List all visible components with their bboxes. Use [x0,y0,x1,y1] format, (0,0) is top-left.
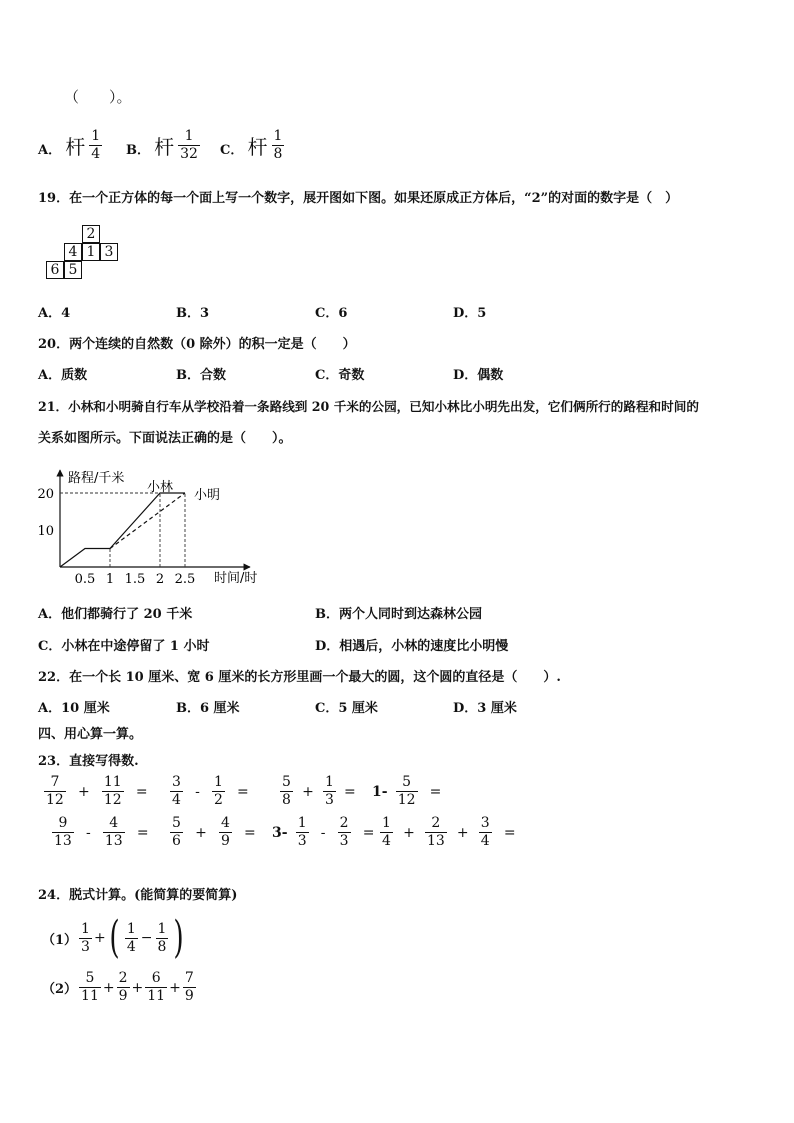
q21-option-b[interactable]: B．两个人同时到达森林公园 [315,607,482,622]
q18-option-c[interactable]: C． 杆 $\frac{1}{8}$ [220,128,283,162]
series-label-xiaoming: 小明 [194,488,221,503]
q20-text: 20．两个连续的自然数（0 除外）的积一定是（ ） [38,337,356,352]
q19-option-c[interactable]: C．6 [315,306,348,321]
q20-option-b[interactable]: B．合数 [176,368,226,383]
q21-text-line1: 21．小林和小明骑自行车从学校沿着一条路线到 20 千米的公园，已知小林比小明先出发，它们俩所行的路程和时间的 [38,399,699,414]
calc-item: $\frac{7}{12}$ + $\frac{11}{12}$ = [46,774,148,808]
q19-text: 19．在一个正方体的每一个面上写一个数字，展开图如下图。如果还原成正方体后，“2”的对面的数字是（ ） [38,191,679,206]
series-line-0 [60,493,185,567]
series-label-xiaolin: 小林 [147,480,174,495]
q21-text-line2: 关系如图所示。下面说法正确的是（ ）。 [38,431,292,446]
q24-text: 24．脱式计算。(能简算的要简算) [38,888,238,903]
calc-item: $\frac{9}{13}$ - $\frac{4}{13}$ = [54,815,149,849]
x-tick-label: 1.5 [124,572,146,587]
q19-option-b[interactable]: B．3 [176,306,210,321]
x-axis-label: 时间/时 [214,571,258,586]
q21-option-d[interactable]: D．相遇后，小林的速度比小明慢 [315,639,509,654]
net-cell: 4 [64,243,82,261]
q20-option-c[interactable]: C．奇数 [315,368,365,383]
q18-option-a[interactable]: A． 杆 $\frac{1}{4}$ [38,128,101,162]
q22-option-c[interactable]: C．5 厘米 [315,701,378,716]
q24-problem-1: （1） $\frac{1}{3}$ + ( $\frac{1}{4}$ − $\frac{1}{8}$ ) [42,912,185,963]
y-axis-label: 路程/千米 [68,471,125,486]
q21-option-a[interactable]: A．他们都骑行了 20 千米 [38,607,193,622]
q22-text: 22．在一个长 10 厘米、宽 6 厘米的长方形里画一个最大的圆，这个圆的直径是（ ）. [38,670,561,685]
calc-item: $\frac{1}{4}$ + $\frac{2}{13}$ + $\frac{3}{4}$ = [382,815,516,849]
distance-time-chart [30,462,270,592]
x-tick-label: 0.5 [74,572,96,587]
series-line-1 [110,493,185,549]
q19-option-d[interactable]: D．5 [453,306,487,321]
q22-option-a[interactable]: A．10 厘米 [38,701,110,716]
q20-option-d[interactable]: D．偶数 [453,368,504,383]
calc-item: $\frac{5}{8}$ + $\frac{1}{3}$ = [282,774,356,808]
net-cell: 5 [64,261,82,279]
q20-option-a[interactable]: A．质数 [38,368,88,383]
net-cell: 3 [100,243,118,261]
net-cell: 1 [82,243,100,261]
q21-option-c[interactable]: C．小林在中途停留了 1 小时 [38,639,210,654]
y-tick-label: 10 [37,524,54,539]
calc-item: $\frac{5}{6}$ + $\frac{4}{9}$ = [172,815,256,849]
x-tick-label: 1 [105,572,115,587]
q23-text: 23．直接写得数. [38,754,139,769]
q22-option-d[interactable]: D．3 厘米 [453,701,517,716]
calc-item: 1- $\frac{5}{12}$ = [372,774,442,808]
section-title: 四、用心算一算。 [38,727,143,742]
net-cell: 2 [82,225,100,243]
q22-option-b[interactable]: B．6 厘米 [176,701,240,716]
x-tick-label: 2.5 [174,572,196,587]
calc-item: 3- $\frac{1}{3}$ - $\frac{2}{3}$ = [272,815,375,849]
q24-problem-2: （2） $\frac{5}{11}$ + $\frac{2}{9}$ + $\frac{6}{11}$ + $\frac{7}{9}$ [42,970,194,1004]
calc-item: $\frac{3}{4}$ - $\frac{1}{2}$ = [172,774,249,808]
net-cell: 6 [46,261,64,279]
y-tick-label: 20 [37,487,54,502]
q19-option-a[interactable]: A．4 [38,306,71,321]
x-tick-label: 2 [155,572,165,587]
q18-option-b[interactable]: B． 杆 $\frac{1}{32}$ [126,128,198,162]
top-blank: （ ）。 [64,88,132,106]
